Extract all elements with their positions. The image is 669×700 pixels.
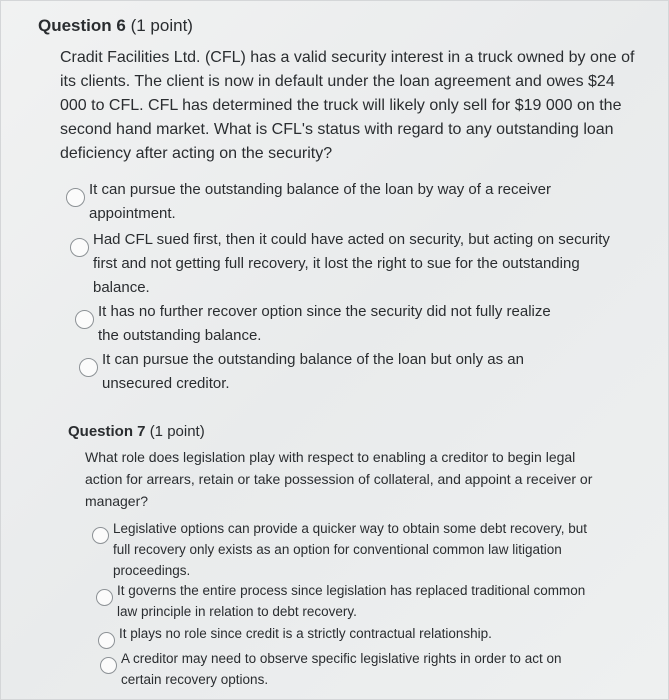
radio-button[interactable] xyxy=(70,238,89,257)
radio-button[interactable] xyxy=(96,589,113,606)
answer-option[interactable] xyxy=(70,228,610,300)
question-points: (1 point) xyxy=(130,16,193,35)
option-label: It can pursue the outstanding balance of the loan by way of a receiver appointment. xyxy=(89,181,551,222)
question-title xyxy=(38,16,193,36)
option-label: It can pursue the outstanding balance of the loan but only as an unsecured creditor. xyxy=(102,351,524,392)
option-label: Had CFL sued first, then it could have acted on security, but acting on security first and not getting full recovery, it lost the right to sue for the outstanding balance. xyxy=(93,231,610,296)
answer-option[interactable] xyxy=(79,348,589,396)
option-label: It has no further recover option since the security did not fully realize the outstanding balance. xyxy=(98,303,551,344)
question-stem: Cradit Facilities Ltd. (CFL) has a valid security interest in a truck owned by one of its clients. The client is now in default under the loan agreement and owes $24 000 to CFL. CFL has determined the truck will likely only sell for $19 000 on the second hand market. What is CFL's status with regard to any outstanding loan deficiency after acting on the security? xyxy=(60,49,635,162)
question-stem: What role does legislation play with respect to enabling a creditor to begin legal action for arrears, retain or take possession of collateral, and appoint a receiver or manager? xyxy=(85,449,593,509)
radio-button[interactable] xyxy=(79,358,98,377)
answer-option[interactable] xyxy=(96,580,591,622)
question-number: Question 6 xyxy=(38,16,126,35)
answer-option[interactable] xyxy=(92,518,602,581)
radio-button[interactable] xyxy=(75,310,94,329)
answer-option[interactable] xyxy=(98,623,578,649)
radio-button[interactable] xyxy=(98,632,115,649)
option-label: It governs the entire process since legislation has replaced traditional common law principle in relation to debt recovery. xyxy=(117,583,586,619)
answer-option[interactable] xyxy=(100,648,570,690)
option-label: It plays no role since credit is a strictly contractual relationship. xyxy=(119,626,492,641)
radio-button[interactable] xyxy=(100,657,117,674)
radio-button[interactable] xyxy=(66,188,85,207)
question-title xyxy=(68,423,205,440)
radio-button[interactable] xyxy=(92,527,109,544)
option-label: Legislative options can provide a quicker way to obtain some debt recovery, but full recovery only exists as an option for conventional common law litigation proceedings. xyxy=(113,521,588,578)
question-number: Question 7 xyxy=(68,423,146,440)
answer-option[interactable] xyxy=(75,300,575,348)
option-label: A creditor may need to observe specific legislative rights in order to act on certain recovery options. xyxy=(121,651,562,687)
answer-option[interactable] xyxy=(66,178,566,226)
question-points: (1 point) xyxy=(149,423,205,440)
